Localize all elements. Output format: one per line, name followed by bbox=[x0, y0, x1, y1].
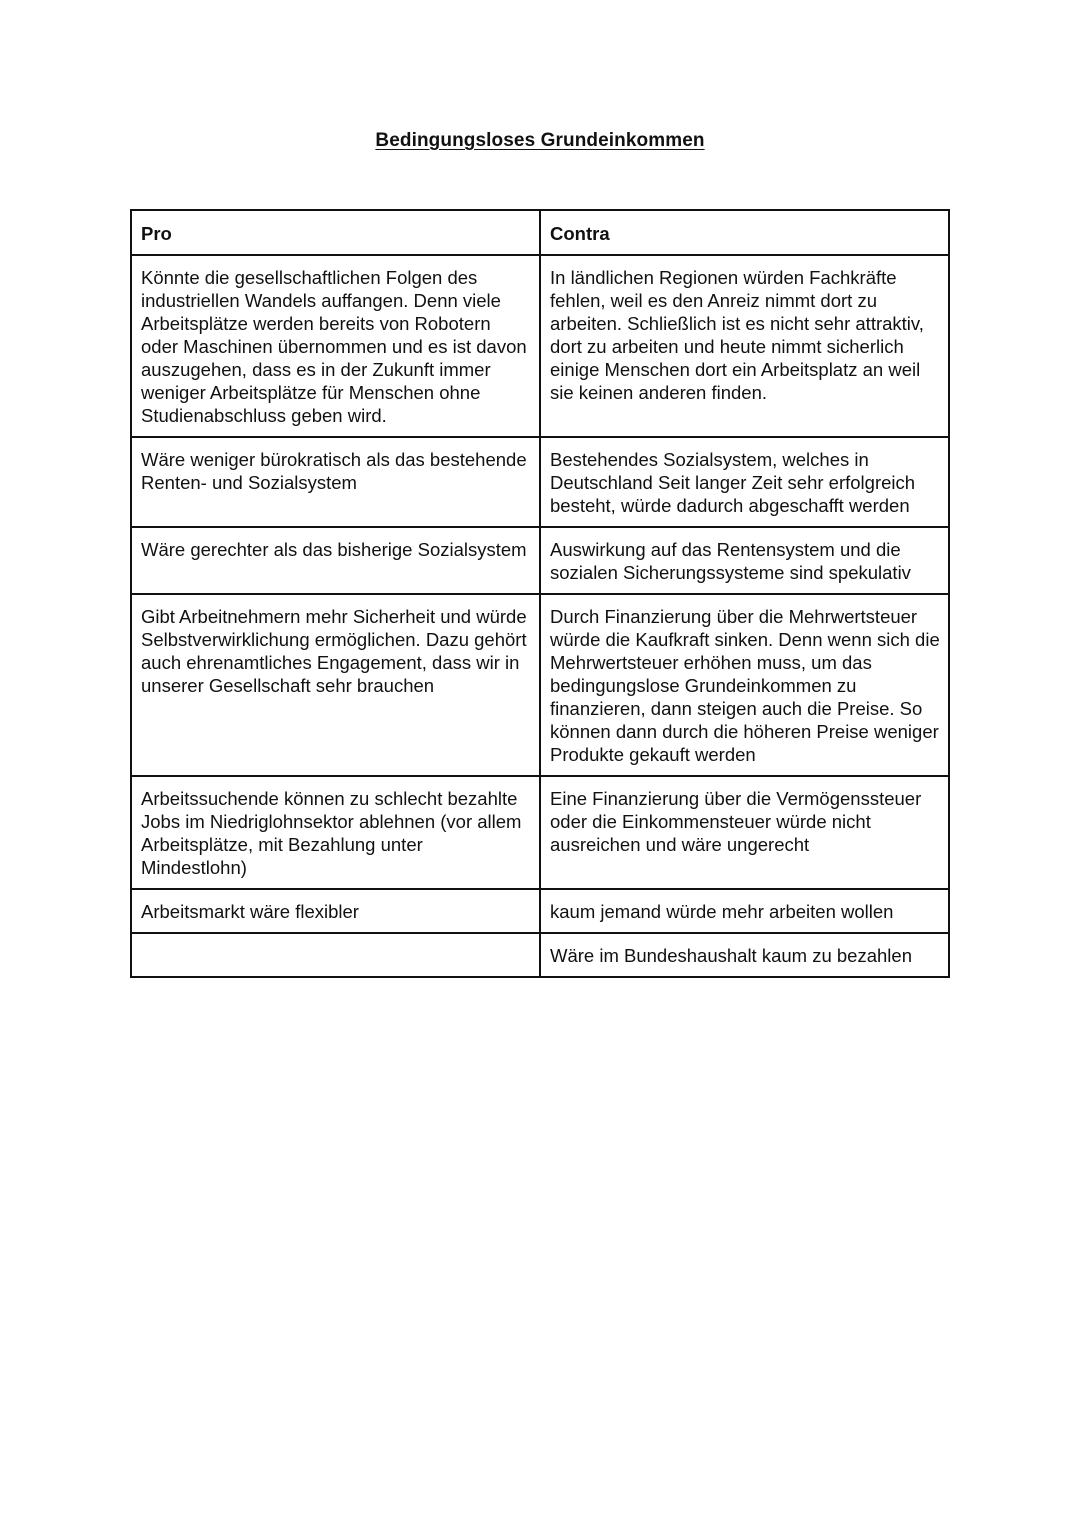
contra-cell: Eine Finanzierung über die Vermögenssteuer oder die Einkommensteuer würde nicht ausreichen und wäre ungerecht bbox=[540, 776, 949, 889]
table-row bbox=[131, 594, 949, 776]
table-row bbox=[131, 527, 949, 594]
contra-cell: Auswirkung auf das Rentensystem und die sozialen Sicherungssysteme sind spekulativ bbox=[540, 527, 949, 594]
pro-cell: Arbeitssuchende können zu schlecht bezahlte Jobs im Niedriglohnsektor ablehnen (vor allem Arbeitsplätze, mit Bezahlung unter Mindestlohn) bbox=[131, 776, 540, 889]
table-row bbox=[131, 776, 949, 889]
table-row bbox=[131, 933, 949, 977]
contra-cell: kaum jemand würde mehr arbeiten wollen bbox=[540, 889, 949, 933]
pro-cell: Arbeitsmarkt wäre flexibler bbox=[131, 889, 540, 933]
pro-cell: Wäre weniger bürokratisch als das bestehende Renten- und Sozialsystem bbox=[131, 437, 540, 527]
contra-cell: Wäre im Bundeshaushalt kaum zu bezahlen bbox=[540, 933, 949, 977]
pro-cell: Gibt Arbeitnehmern mehr Sicherheit und würde Selbstverwirklichung ermöglichen. Dazu gehört auch ehrenamtliches Engagement, dass wir in unserer Gesellschaft sehr brauchen bbox=[131, 594, 540, 776]
contra-cell: In ländlichen Regionen würden Fachkräfte fehlen, weil es den Anreiz nimmt dort zu arbeiten. Schließlich ist es nicht sehr attraktiv, dort zu arbeiten und heute nimmt sicherlich einige Menschen dort ein Arbeitsplatz an weil sie keinen anderen finden. bbox=[540, 255, 949, 437]
pro-contra-table bbox=[130, 209, 950, 978]
table-header-row bbox=[131, 210, 949, 255]
table-row bbox=[131, 255, 949, 437]
pro-cell: Wäre gerechter als das bisherige Sozialsystem bbox=[131, 527, 540, 594]
pro-header: Pro bbox=[131, 210, 540, 255]
pro-cell: Könnte die gesellschaftlichen Folgen des industriellen Wandels auffangen. Denn viele Arbeitsplätze werden bereits von Robotern oder Maschinen übernommen und es ist davon auszugehen, dass es in der Zukunft immer weniger Arbeitsplätze für Menschen ohne Studienabschluss geben wird. bbox=[131, 255, 540, 437]
table-row bbox=[131, 437, 949, 527]
contra-cell: Durch Finanzierung über die Mehrwertsteuer würde die Kaufkraft sinken. Denn wenn sich die Mehrwertsteuer erhöhen muss, um das bedingungslose Grundeinkommen zu finanzieren, dann steigen auch die Preise. So können dann durch die höheren Preise weniger Produkte gekauft werden bbox=[540, 594, 949, 776]
contra-header: Contra bbox=[540, 210, 949, 255]
pro-cell-empty bbox=[131, 933, 540, 977]
contra-cell: Bestehendes Sozialsystem, welches in Deutschland Seit langer Zeit sehr erfolgreich besteht, würde dadurch abgeschafft werden bbox=[540, 437, 949, 527]
table-row bbox=[131, 889, 949, 933]
document-title: Bedingungsloses Grundeinkommen bbox=[375, 130, 705, 151]
